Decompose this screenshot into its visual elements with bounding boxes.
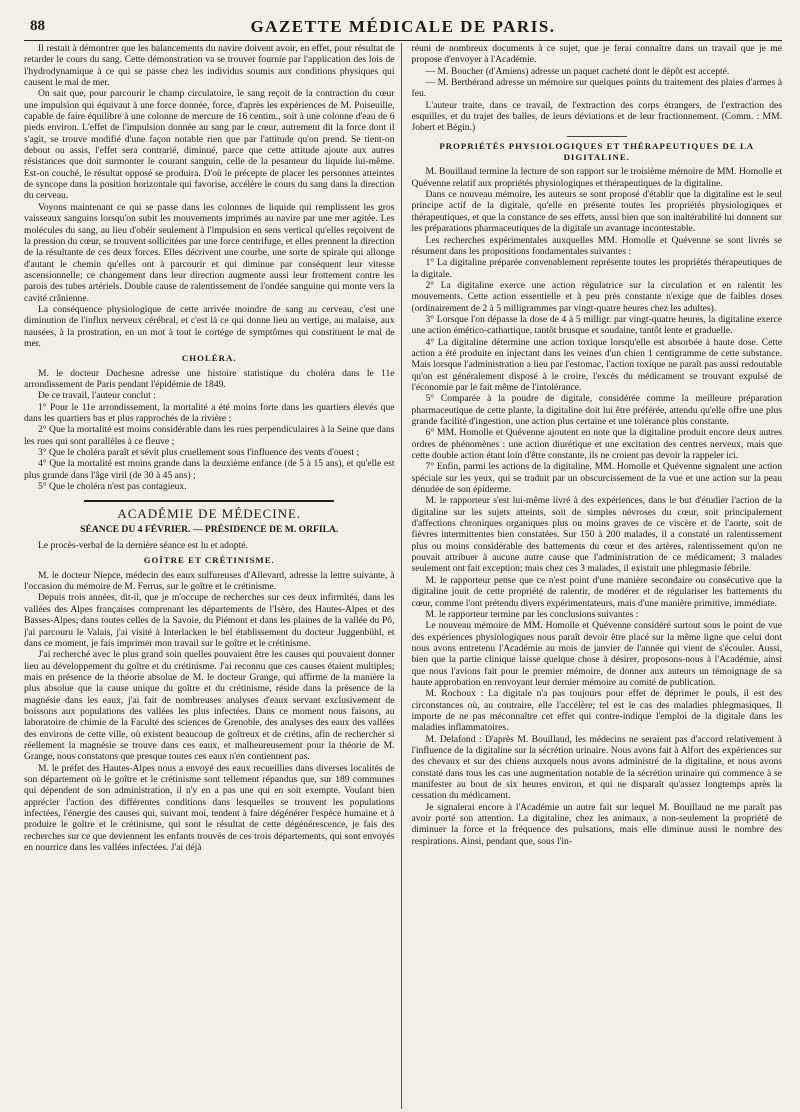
paragraph: 4° Que la mortalité est moins grande dans la deuxième enfance (de 5 à 15 ans), et qu'elle est plus grande dans l'âge viril (de 30 à 45 ans) ; [24,458,395,481]
paragraph: Le nouveau mémoire de MM. Homolle et Quévenne considéré surtout sous le point de vue des expériences physiologiques nous paraît devoir être placé sur la même ligne que celui dont nous avons entretenu l'Académie au mois de janvier de l'année qui vient de s'écouler. Aussi, bien que la partie clinique laisse quelque chose à désirer, proposons-nous à l'Académie, ainsi que nous l'avions fait pour le premier mémoire, de donner aux auteurs un témoignage de sa haute approbation en renvoyant leur dernier mémoire au comité de publication. [411,620,782,688]
page-number: 88 [30,18,45,34]
paragraph: On sait que, pour parcourir le champ circulatoire, le sang reçoit de la contraction du cœur une impulsion qui équivaut à une force donnée, force, d'après les expériences de M. Poiseuille, capable de faire équilibre à une colonne de mercure de 16 centim., soit à une colonne d'eau de 6 pieds environ. L'effet de l'impulsion donnée au sang par le cœur, autrement dit la force dont il s'agit, se trouve modifié d'une façon notable rien que par l'attitude qu'on prend. Se tient-on debout ou assis, l'effet sera contrarié, diminué, parce que cette attitude ajoute aux autres résistances que doit surmonter le courant sanguin, celle de la pesanteur du liquide lui-même. Est-on couché, le résultat opposé se produira. D'où le précepte de placer les personnes atteintes de syncope dans la position horizontale qui favorise, accélère le cours du sang dans la direction du cerveau. [24,88,395,202]
paragraph: Depuis trois années, dit-il, que je m'occupe de recherches sur ces deux infirmités, dans les vallées des Alpes françaises comprenant les départements de l'Isère, des Hautes-Alpes et des Basses-Alpes; dans toutes celles de la Savoie, du Piémont et dans les plaines de la vallée du Pô, j'ai parcouru le Valais, j'ai visité à Interlacken le bel établissement du docteur Juggenbühl, et dans ce moment, je fais imprimer mon travail sur le goître et le crétinisme. [24,592,395,649]
paragraph: M. le docteur Duchesne adresse une histoire statistique du choléra dans le 11e arrondissement de Paris pendant l'épidémie de 1849. [24,367,395,390]
right-column [412,43,783,1109]
divider [567,136,627,137]
paragraph: Le procès-verbal de la dernière séance est lu et adopté. [38,540,248,552]
paragraph: M. Rochoux : La digitale n'a pas toujours pour effet de déprimer le pouls, il est des circonstances où, au contraire, elle l'accélère; tel est le cas des maladies phlegmasiques. Il importe de ne pas méconnaître cet effet qui contre-indique l'emploi de la digitale dans les maladies inflammatoires. [411,688,782,734]
paragraph: M. le rapporteur termine par les conclusions suivantes : [425,608,639,620]
paragraph: réuni de nombreux documents à ce sujet, que je ferai connaître dans un travail que je me propose d'envoyer à l'Académie. [411,43,782,66]
section-heading: PROPRIÉTÉS PHYSIOLOGIQUES ET THÉRAPEUTIQUES DE LA DIGITALINE. [439,140,755,163]
paragraph: M. le docteur Niepce, médecin des eaux sulfureuses d'Allevard, adresse la lettre suivante, à l'occasion du mémoire de M. Ferrus, sur le goître et le crétinisme. [24,569,395,593]
paragraph: M. Bouillaud termine la lecture de son rapport sur le troisième mémoire de MM. Homolle et Quévenne relatif aux propriétés physiologiques et thérapeutiques de la digitaline. [411,166,782,189]
page-header [24,14,782,41]
paragraph: 5° Comparée à la poudre de digitale, considérée comme la meilleure préparation pharmaceutique de cette plante, la digitaline doit lui être préférée, attendu qu'elle offre une plus grande facilité d'ingestion, une action plus certaine et une tolérance plus constante. [411,393,782,427]
paragraph: M. le préfet des Hautes-Alpes nous a envoyé des eaux recueillies dans diverses localités de son département où le goître et le crétinisme sont tellement répandus que, sur 189 communes qui dépendent de son administration, il n'y en a pas une qui en soit exempte. Voulant bien apprécier l'action des différentes conditions dans lesquelles se trouvent les populations infectées, l'énergie des causes qui, suivant moi, tendent à faire dégénérer l'espèce humaine et à produire le goître et le crétinisme, qui sont le résultat de cette dégénérescence, je fais des recherches sur ce que deviennent les enfants trouvés de ces trois départements, qui sont envoyés en nourrice dans les vallées infectées. J'ai déjà [24,762,395,854]
text-columns [24,43,782,1109]
paragraph: — M. Berthérand adresse un mémoire sur quelques points du traitement des plaies d'armes à feu. [411,77,782,100]
paragraph: 6° MM. Homolle et Quévenne ajoutent en note que la digitaline produit encore deux autres ordres de phénomènes : une action diurétique et une excitation des centres nerveux, mais que cette double action étant loin d'être constante, ils ne croient pas devoir la rappeler ici. [411,427,782,462]
paragraph: 3° Que le choléra paraît et sévit plus cruellement sous l'influence des vents d'ouest ; [38,447,360,459]
paragraph: — M. Boucher (d'Amiens) adresse un paquet cacheté dont le dépôt est accepté. [425,65,730,77]
divider [84,500,334,502]
paragraph: Je signalerai encore à l'Académie un autre fait sur lequel M. Bouillaud ne me paraît pas avoir porté son attention. La digitaline, chez les animaux, a non-seulement la propriété de diminuer la force et la fréquence des pulsations, mais elle diminue aussi le nombre des respirations. Ainsi, pendant que, sous l'in- [411,801,782,847]
paragraph: Il restait à démontrer que les balancements du navire doivent avoir, en effet, pour résultat de retarder le cours du sang. Cette démonstration va se trouver fournie par l'application des lois de l'hydrodynamique à ce qui se passe chez les individus soumis aux conditions physiques qui causent le mal de mer. [24,43,395,89]
page-title: GAZETTE MÉDICALE DE PARIS. [250,17,556,36]
paragraph: 4° La digitaline détermine une action toxique lorsqu'elle est absorbée à haute dose. Cette action a été produite en injectant dans les veines d'un chien 1 centigramme de cette substance. Mais lorsque l'administration a lieu par l'estomac, l'action toxique ne paraît pas aussi redoutable qu'on est généralement disposé à le croire, l'excès du médicament se trouvant expulsé de l'économie par le fait même de l'intolérance. [411,336,782,393]
paragraph: J'ai recherché avec le plus grand soin quelles pouvaient être les causes qui pouvaient donner lieu au développement du goître et du crétinisme. J'ai reconnu que ces causes étaient multiples; mais en présence de la théorie absolue de M. le docteur Grange, qui affirme de la manière la plus absolue que la cause unique du goître et du crétinisme, réside dans la présence de la magnésie dans les eaux, j'ai fait de nombreuses analyses d'eaux servant exclusivement de boissons aux populations des vallées les plus infectées. Dans ce moment nous faisons, au laboratoire de chimie de la Faculté des sciences de Grenoble, des analyses des eaux des vallées des environs de cette ville, où existent beaucoup de goîtreux et de crétins, afin de rechercher si réellement la magnésie se trouve dans ces eaux, et malheureusement pour la théorie de M. Grange, nous constatons que presque toutes ces eaux n'en contiennent pas. [24,649,395,763]
session-heading: SÉANCE DU 4 FÉVRIER. — PRÉSIDENCE DE M. ORFILA. [80,523,339,535]
paragraph: 5° Que le choléra n'est pas contagieux. [38,481,187,493]
paragraph: 2° La digitaline exerce une action régulatrice sur la circulation et en ralentit les mouvements. Cette action essentielle et à peu près constante n'exige que de faibles doses (ordinairement de 2 à 5 milligrammes par vingt-quatre heures chez les adultes). [411,279,782,314]
paragraph: Les recherches expérimentales auxquelles MM. Homolle et Quévenne se sont livrés se résument dans les propositions fondamentales suivantes : [411,234,782,257]
paragraph: La conséquence physiologique de cette arrivée moindre de sang au cerveau, c'est une diminution de l'influx nerveux cérébral, et c'est là ce qui donne lieu au vertige, au malaise, aux nausées, à la prostration, en un mot à tout le cortége de symptômes qui constituent le mal de mer. [24,303,395,349]
paragraph: 1° La digitaline préparée convenablement représente toutes les propriétés thérapeutiques de la digitale. [411,257,782,280]
paragraph: 2° Que la mortalité est moins considérable dans les rues perpendiculaires à la Seine que dans les rues qui sont parallèles à ce fleuve ; [24,424,395,447]
paragraph: 7° Enfin, parmi les actions de la digitaline, MM. Homolle et Quévenne signalent une action spéciale sur les yeux, qui se traduit par un obscurcissement de la vue et une action sur la peau dénudée de son épiderme. [411,461,782,496]
paragraph: L'auteur traite, dans ce travail, de l'extraction des corps étrangers, de l'extraction des esquilles, et du trajet des balles, de leurs déviations et de leur fractionnement. (Comm. : MM. Jobert et Bégin.) [411,99,782,134]
academy-heading: ACADÉMIE DE MÉDECINE. [117,506,302,522]
paragraph: Dans ce nouveau mémoire, les auteurs se sont proposé d'établir que la digitaline est le seul principe actif de la digitale, qu'elle en présente toutes les propriétés physiologiques et thérapeutiques, et que la constance de ses effets, aussi bien que son inaltérabilité lui donnent sur les préparations pharmaceutiques de la digitale un avantage incontestable. [411,189,782,235]
section-heading: CHOLÉRA. [181,353,237,364]
section-heading: GOÎTRE ET CRÉTINISME. [143,555,275,566]
paragraph: M. le rapporteur pense que ce n'est point d'une manière secondaire ou consécutive que la digitaline jouit de cette propriété de ralentir, de modérer et de régulariser les battements du cœur, comme l'ont prétendu divers expérimentateurs, mais d'une manière primitive, immédiate. [411,574,782,609]
paragraph: M. Delafond : D'après M. Bouillaud, les médecins ne seraient pas d'accord relativement à l'influence de la digitaline sur la sécrétion urinaire. Nous avons fait à Alfort des expériences sur des chevaux et sur des chiens auxquels nous avons administré de la digitaline, et nous avons constaté dans tous les cas une augmentation notable de la sécrétion urinaire qui commence à se manifester au bout de six heures environ, et qui ne disparaît qu'assez longtemps après la cessation du médicament. [411,733,782,802]
paragraph: De ce travail, l'auteur conclut : [38,390,156,402]
left-column [24,43,402,1109]
paragraph: 3° Lorsque l'on dépasse la dose de 4 à 5 milligr. par vingt-quatre heures, la digitaline exerce une action émético-cathartique, tantôt brusque et soudaine, tantôt lente et graduelle. [411,313,782,337]
paragraph: M. le rapporteur s'est lui-même livré à des expériences, dans le but d'étudier l'action de la digitaline sur les sujets atteints, soit de simples névroses du cœur, soit principalement d'affections chroniques organiques plus ou moins graves de ce viscère et de l'aorte, soit de fièvres intermittentes bien constatées. Sur 150 à 200 malades, il a constaté un ralentissement plus ou moins considérable des battements du cœur et des artères, ralentissement qu'on ne pouvait attribuer à aucune autre cause que l'administration de ce médicament; 3 malades seulement ont fait exception; mais chez ces 3 malades, il existait une phlegmasie fébrile. [411,495,782,575]
paragraph: 1° Pour le 11e arrondissement, la mortalité a été moins forte dans les quartiers élevés que dans les quartiers bas et plus rapprochés de la rivière ; [24,401,395,424]
paragraph: Voyons maintenant ce qui se passe dans les colonnes de liquide qui remplissent les gros vaisseaux sanguins lorsqu'on subit les mouvements imprimés au navire par une mer agitée. Les molécules du sang, au lieu d'obéir seulement à l'impulsion en sens vertical qu'elles reçoivent de la pression du cœur, se trouvent sollicitées par une force centrifuge, et elles prennent la direction de la résultante de ces deux forces. Elles décrivent une courbe, une sorte de spirale qui allonge d'autant le chemin qu'elles ont à parcourir et qui diminue par conséquent leur vitesse ascensionnelle; ce changement dans leur direction augmente aussi leur frottement contre les parois des tubes artériels. Double cause de ralentissement de l'ondée sanguine qui monte vers la cavité crânienne. [24,201,395,304]
